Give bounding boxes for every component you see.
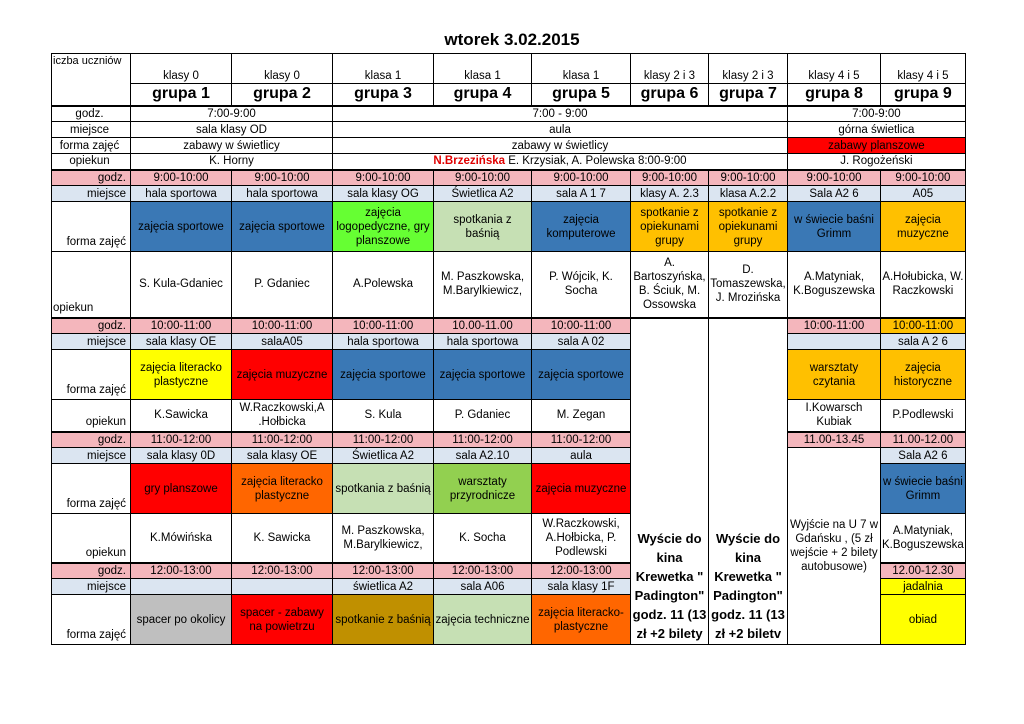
label-liczba: iczba uczniów xyxy=(52,54,131,106)
place-cell: sala klasy OE xyxy=(131,334,232,350)
time-cell: 9:00-10:00 xyxy=(232,170,333,186)
activity-cell: zajęcia techniczne xyxy=(434,595,532,645)
supervisor-cell: A.Matyniak, K.Boguszewska xyxy=(881,514,966,563)
class-cell: klasy 4 i 5 xyxy=(788,54,881,84)
label-opiekun: opiekun xyxy=(52,154,131,170)
time-cell: 9:00-10:00 xyxy=(881,170,966,186)
activity-cell: zajęcia historyczne xyxy=(881,350,966,400)
time-cell: 10:00-11:00 xyxy=(131,318,232,334)
label-miejsce: miejsce xyxy=(52,579,131,595)
supervisor-highlight: N.Brzezińska xyxy=(433,155,506,168)
label-godz: godz. xyxy=(52,318,131,334)
supervisor-cell: W.Raczkowski,A .Hołbicka xyxy=(232,400,333,432)
group-header: grupa 3 xyxy=(333,84,434,106)
activity-cell: warsztaty czytania xyxy=(788,350,881,400)
place-cell: Świetlica A2 xyxy=(434,186,532,202)
place-cell: sala A 02 xyxy=(532,334,631,350)
page-title: wtorek 3.02.2015 xyxy=(444,30,580,49)
supervisor-cell: M. Paszkowska, M.Barylkiewicz, xyxy=(333,514,434,563)
supervisor-cell: K. Horny xyxy=(131,154,333,170)
label-forma: forma zajęć xyxy=(52,138,131,154)
supervisor-cell: A.Hołubicka, W. Raczkowski xyxy=(881,252,966,318)
activity-cell: zajęcia sportowe xyxy=(232,202,333,252)
place-cell: aula xyxy=(333,122,788,138)
place-cell: hala sportowa xyxy=(131,186,232,202)
label-godz: godz. xyxy=(52,170,131,186)
activity-cell: w świecie baśni Grimm xyxy=(881,464,966,514)
activity-cell: zajęcia literacko plastyczne xyxy=(232,464,333,514)
label-godz: godz. xyxy=(52,563,131,579)
place-cell: górna świetlica xyxy=(788,122,966,138)
time-cell: 11:00-12:00 xyxy=(434,432,532,448)
time-cell: 9:00-10:00 xyxy=(532,170,631,186)
place-cell: sala A 1 7 xyxy=(532,186,631,202)
place-cell: klasa A.2.2 xyxy=(709,186,788,202)
time-cell: 9:00-10:00 xyxy=(434,170,532,186)
time-cell: 12:00-13:00 xyxy=(232,563,333,579)
activity-cell: zajęcia komputerowe xyxy=(532,202,631,252)
time-cell: 12:00-13:00 xyxy=(434,563,532,579)
activity-cell: spotkania z baśnią xyxy=(333,464,434,514)
supervisor-cell: S. Kula-Gdaniec xyxy=(131,252,232,318)
label-miejsce: miejsce xyxy=(52,334,131,350)
time-cell: 7:00-9:00 xyxy=(788,106,966,122)
group-header: grupa 6 xyxy=(631,84,709,106)
supervisor-cell: A.Matyniak, K.Boguszewska xyxy=(788,252,881,318)
group-header: grupa 9 xyxy=(881,84,966,106)
activity-cell: zajęcia muzyczne xyxy=(232,350,333,400)
time-cell: 11:00-12:00 xyxy=(532,432,631,448)
supervisor-cell: P. Wójcik, K. Socha xyxy=(532,252,631,318)
place-cell: sala klasy OD xyxy=(131,122,333,138)
activity-cell: spotkanie z opiekunami grupy xyxy=(709,202,788,252)
place-cell: hala sportowa xyxy=(232,186,333,202)
label-miejsce: miejsce xyxy=(52,448,131,464)
time-cell: 7:00 - 9:00 xyxy=(333,106,788,122)
label-forma: forma zajęć xyxy=(52,202,131,252)
activity-cell: spotkania z baśnią xyxy=(434,202,532,252)
group-header: grupa 2 xyxy=(232,84,333,106)
place-cell xyxy=(788,334,881,350)
label-forma: forma zajęć xyxy=(52,464,131,514)
place-cell: hala sportowa xyxy=(333,334,434,350)
trip-cell xyxy=(631,318,709,645)
label-forma: forma zajęć xyxy=(52,350,131,400)
trip-text: Wyście do kina Krewetka " Padington" godz. 11 (13 zł +2 biletv xyxy=(711,531,785,641)
place-cell: salaA05 xyxy=(232,334,333,350)
place-cell: sala A 2 6 xyxy=(881,334,966,350)
label-godz: godz. xyxy=(52,432,131,448)
activity-cell: zabawy w świetlicy xyxy=(131,138,333,154)
supervisor-cell: P.Podlewski xyxy=(881,400,966,432)
activity-cell: warsztaty przyrodnicze xyxy=(434,464,532,514)
label-forma: forma zajęć xyxy=(52,595,131,645)
activity-cell: zajęcia muzyczne xyxy=(881,202,966,252)
class-cell: klasy 2 i 3 xyxy=(631,54,709,84)
activity-cell: zajęcia sportowe xyxy=(131,202,232,252)
time-cell: 12:00-13:00 xyxy=(532,563,631,579)
time-cell: 10:00-11:00 xyxy=(232,318,333,334)
activity-cell: gry planszowe xyxy=(131,464,232,514)
place-cell: Sala A2 6 xyxy=(881,448,966,464)
supervisor-cell: K.Mówińska xyxy=(131,514,232,563)
group-header: grupa 4 xyxy=(434,84,532,106)
activity-cell: zabawy planszowe xyxy=(788,138,966,154)
supervisor-cell: K. Socha xyxy=(434,514,532,563)
supervisor-cell: P. Gdaniec xyxy=(434,400,532,432)
trip-cell xyxy=(709,318,788,645)
supervisor-cell: I.Kowarsch Kubiak xyxy=(788,400,881,432)
page-bottom-margin xyxy=(0,655,1024,724)
activity-cell: spotkanie z baśnią xyxy=(333,595,434,645)
place-cell xyxy=(131,579,232,595)
place-cell: Świetlica A2 xyxy=(333,448,434,464)
label-opiekun: opiekun xyxy=(52,252,131,318)
activity-cell: zajęcia muzyczne xyxy=(532,464,631,514)
activity-cell: zajęcia logopedyczne, gry planszowe xyxy=(333,202,434,252)
schedule-table xyxy=(51,53,966,645)
class-cell: klasa 1 xyxy=(434,54,532,84)
place-cell: klasy A. 2.3 xyxy=(631,186,709,202)
supervisor-cell: A. Bartoszyńska, B. Ściuk, M. Ossowska xyxy=(631,252,709,318)
activity-cell: zajęcia sportowe xyxy=(333,350,434,400)
activity-cell: spacer po okolicy xyxy=(131,595,232,645)
time-cell: 7:00-9:00 xyxy=(131,106,333,122)
time-cell: 9:00-10:00 xyxy=(131,170,232,186)
supervisor-cell: K. Sawicka xyxy=(232,514,333,563)
place-cell: Sala A2 6 xyxy=(788,186,881,202)
class-cell: klasy 0 xyxy=(131,54,232,84)
time-cell: 11.00-13.45 xyxy=(788,432,881,448)
place-cell: hala sportowa xyxy=(434,334,532,350)
activity-cell: zajęcia sportowe xyxy=(434,350,532,400)
supervisor-cell: M. Zegan xyxy=(532,400,631,432)
label-opiekun: opiekun xyxy=(52,400,131,432)
activity-cell: zajęcia literacko-plastyczne xyxy=(532,595,631,645)
place-cell xyxy=(232,579,333,595)
time-cell: 10.00-11.00 xyxy=(434,318,532,334)
supervisor-names: E. Krzysiak, A. Polewska 8:00-9:00 xyxy=(508,155,687,168)
group-header: grupa 1 xyxy=(131,84,232,106)
time-cell: 11.00-12.00 xyxy=(881,432,966,448)
class-cell: klasa 1 xyxy=(333,54,434,84)
time-cell: 9:00-10:00 xyxy=(709,170,788,186)
time-cell: 12.00-12.30 xyxy=(881,563,966,579)
class-cell: klasy 4 i 5 xyxy=(881,54,966,84)
supervisor-cell: P. Gdaniec xyxy=(232,252,333,318)
place-cell: sala klasy OG xyxy=(333,186,434,202)
place-cell: aula xyxy=(532,448,631,464)
time-cell: 9:00-10:00 xyxy=(631,170,709,186)
label-godz: godz. xyxy=(52,106,131,122)
time-cell: 12:00-13:00 xyxy=(131,563,232,579)
supervisor-cell: W.Raczkowski, A.Hołbicka, P. Podlewski xyxy=(532,514,631,563)
trip-cell: Wyjście na U 7 w Gdańsku , (5 zł wejście + 2 bilety autobusowe) xyxy=(788,448,881,645)
activity-cell: obiad xyxy=(881,595,966,645)
time-cell: 11:00-12:00 xyxy=(232,432,333,448)
place-cell: sala A2.10 xyxy=(434,448,532,464)
supervisor-cell: D. Tomaszewska, J. Mrozińska xyxy=(709,252,788,318)
time-cell: 11:00-12:00 xyxy=(131,432,232,448)
time-cell: 10:00-11:00 xyxy=(788,318,881,334)
place-cell: świetlica A2 xyxy=(333,579,434,595)
activity-cell: zabawy w świetlicy xyxy=(333,138,788,154)
class-cell: klasa 1 xyxy=(532,54,631,84)
place-cell: sala klasy 0D xyxy=(131,448,232,464)
group-header: grupa 7 xyxy=(709,84,788,106)
place-cell: sala klasy 1F xyxy=(532,579,631,595)
group-header: grupa 8 xyxy=(788,84,881,106)
activity-cell: spacer - zabawy na powietrzu xyxy=(232,595,333,645)
place-cell: jadalnia xyxy=(881,579,966,595)
supervisor-cell: M. Paszkowska, M.Barylkiewicz, xyxy=(434,252,532,318)
supervisor-cell: K.Sawicka xyxy=(131,400,232,432)
place-cell: sala A06 xyxy=(434,579,532,595)
supervisor-cell xyxy=(333,154,788,170)
label-miejsce: miejsce xyxy=(52,122,131,138)
supervisor-cell: J. Rogożeński xyxy=(788,154,966,170)
class-cell: klasy 2 i 3 xyxy=(709,54,788,84)
label-miejsce: miejsce xyxy=(52,186,131,202)
place-cell: sala klasy OE xyxy=(232,448,333,464)
group-header: grupa 5 xyxy=(532,84,631,106)
time-cell: 10:00-11:00 xyxy=(881,318,966,334)
place-cell: A05 xyxy=(881,186,966,202)
activity-cell: spotkanie z opiekunami grupy xyxy=(631,202,709,252)
class-cell: klasy 0 xyxy=(232,54,333,84)
time-cell: 9:00-10:00 xyxy=(333,170,434,186)
trip-text: Wyście do kina Krewetka " Padington" godz. 11 (13 zł +2 bilety xyxy=(632,531,707,641)
time-cell: 10:00-11:00 xyxy=(532,318,631,334)
label-opiekun: opiekun xyxy=(52,514,131,563)
activity-cell: w świecie baśni Grimm xyxy=(788,202,881,252)
activity-cell: zajęcia literacko plastyczne xyxy=(131,350,232,400)
supervisor-cell: A.Polewska xyxy=(333,252,434,318)
time-cell: 9:00-10:00 xyxy=(788,170,881,186)
time-cell: 11:00-12:00 xyxy=(333,432,434,448)
time-cell: 12:00-13:00 xyxy=(333,563,434,579)
supervisor-cell: S. Kula xyxy=(333,400,434,432)
activity-cell: zajęcia sportowe xyxy=(532,350,631,400)
time-cell: 10:00-11:00 xyxy=(333,318,434,334)
